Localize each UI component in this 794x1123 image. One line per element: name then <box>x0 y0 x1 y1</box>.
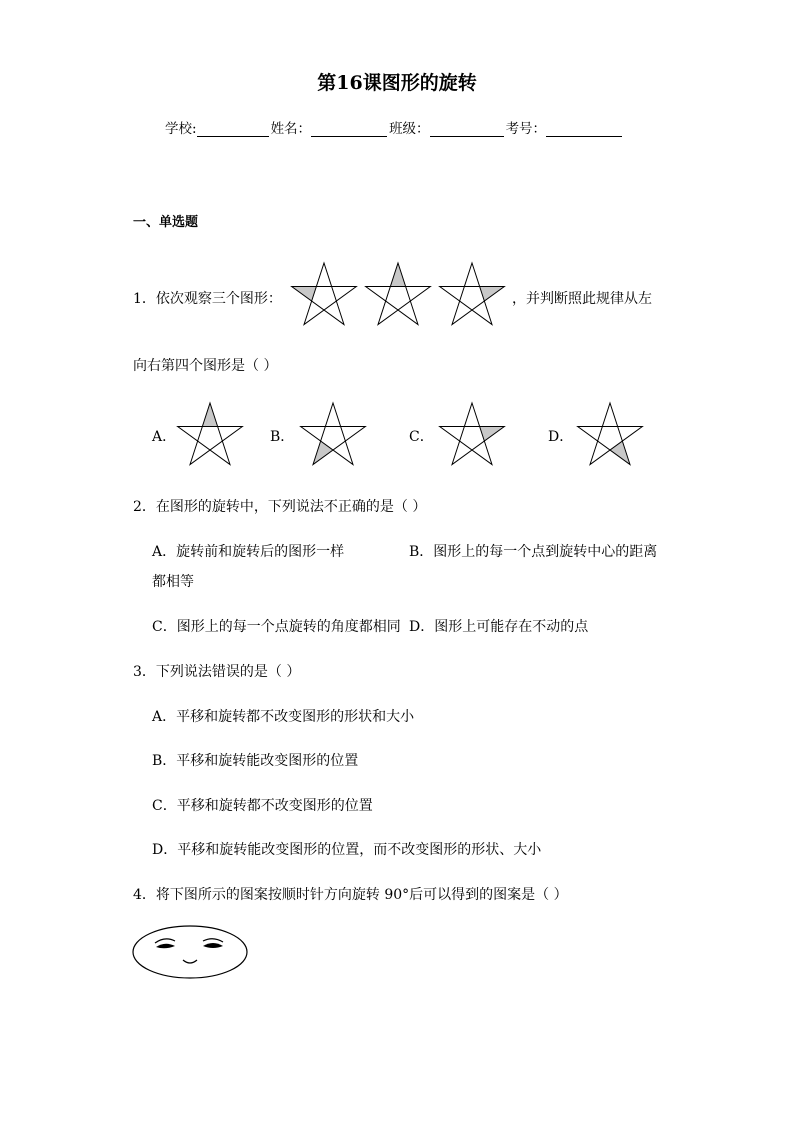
q2-option-b-cont[interactable]: 都相等 <box>152 574 194 590</box>
q1-option-b-label[interactable]: B． <box>270 429 295 445</box>
face-outline <box>133 926 247 978</box>
name-label: 姓名： <box>270 121 312 137</box>
name-blank[interactable] <box>311 120 387 137</box>
school-label: 学校: <box>165 121 197 137</box>
q3-option-d[interactable]: D．平移和旋转能改变图形的位置，而不改变图形的形状、大小 <box>152 842 542 858</box>
q1-option-d-star[interactable] <box>577 402 643 466</box>
q1-option-d-label[interactable]: D． <box>548 429 574 445</box>
q2-option-c[interactable]: C．图形上的每一个点旋转的角度都相同 <box>152 619 401 635</box>
page-title: 第16课图形的旋转 <box>317 72 477 94</box>
q3-option-c[interactable]: C．平移和旋转都不改变图形的位置 <box>152 798 373 814</box>
q3-option-a[interactable]: A．平移和旋转都不改变图形的形状和大小 <box>152 709 415 725</box>
number-label: 考号： <box>505 121 547 137</box>
q1-line2: 向右第四个图形是（ ） <box>133 358 278 374</box>
q2-option-d[interactable]: D．图形上可能存在不动的点 <box>409 619 589 635</box>
q2-stem: 2．在图形的旋转中，下列说法不正确的是（ ） <box>133 499 427 515</box>
q1-option-c-star[interactable] <box>439 402 505 466</box>
q1-star-2 <box>365 262 431 326</box>
star-outline <box>440 403 505 465</box>
school-blank[interactable] <box>197 120 269 137</box>
number-blank[interactable] <box>546 120 622 137</box>
q2-option-a[interactable]: A．旋转前和旋转后的图形一样 <box>152 544 345 560</box>
star-outline <box>292 263 357 325</box>
q1-star-1 <box>291 262 357 326</box>
q1-prefix: 1．依次观察三个图形： <box>133 291 282 307</box>
q1-option-b-star[interactable] <box>300 402 366 466</box>
q1-suffix: ，并判断照此规律从左 <box>512 291 652 307</box>
class-blank[interactable] <box>430 120 504 137</box>
q1-option-a-label[interactable]: A． <box>152 429 177 445</box>
q1-option-c-label[interactable]: C． <box>409 429 434 445</box>
q3-stem: 3．下列说法错误的是（ ） <box>133 664 301 680</box>
shaded-point <box>390 263 405 286</box>
q2-option-b[interactable]: B．图形上的每一个点到旋转中心的距离 <box>409 544 658 560</box>
shaded-point <box>202 403 217 426</box>
q1-option-a-star[interactable] <box>177 402 243 466</box>
q4-stem: 4．将下图所示的图案按顺时针方向旋转 90°后可以得到的图案是（ ） <box>133 887 568 903</box>
star-outline <box>578 403 643 465</box>
star-outline <box>301 403 366 465</box>
star-outline <box>440 263 505 325</box>
class-label: 班级： <box>389 121 430 137</box>
q3-option-b[interactable]: B．平移和旋转能改变图形的位置 <box>152 753 359 769</box>
student-info-line <box>165 117 624 137</box>
q1-star-3 <box>439 262 505 326</box>
section-heading: 一、单选题 <box>133 215 199 230</box>
smiley-face-figure <box>131 924 249 980</box>
